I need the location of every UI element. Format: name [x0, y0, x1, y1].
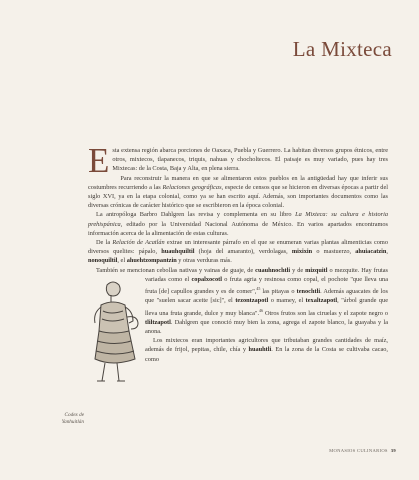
- page-title: La Mixteca: [292, 37, 392, 61]
- drop-cap: E: [88, 141, 110, 180]
- paragraph-1: Esta extensa región abarca porciones de Oaxaca, Puebla y Guerrero. La habitan diversos grupos étnicos, entre otros, mixtecos, tlapanecos, triquis, nahuas y chocholtecos. El paisaje es muy variado, pues hay tres Mixtecas: de la Costa, Baja y Alta, en plena sierra.: [88, 141, 388, 180]
- paragraph-3: La antropóloga Barbro Dahlgren las revisa y complementa en su libro La Mixteca: su cultura e historia prehispánica, editado por la Universidad Nacional Autónoma de México. En varios apartados encontramos información acerca de la alimentación de estas culturas.: [88, 211, 389, 237]
- page-footer: [329, 448, 396, 453]
- footer-section-label: MONASIOS CULINARIOS: [329, 448, 388, 453]
- article-body: [88, 141, 389, 391]
- page-number: 39: [390, 448, 396, 453]
- paragraph-2: Para reconstruir la manera en que se alimentaron estos pueblos en la antigüedad hay que inferir sus costumbres recurriendo a las Relaciones geográficas, especie de censos que se hicieron en diversas épocas a partir del siglo XVI, ya en la etapa colonial, como ya se han escrito aquí. Además, son importantes documentos como las diversas crónicas de carácter histórico que se escribieron en la época colonial.: [88, 174, 388, 210]
- figure-caption: Codex de Yanhuitlán: [61, 412, 84, 425]
- codex-illustration: [87, 277, 140, 391]
- paragraph-4: De la Relación de Acatlán extrae un interesante párrafo en el que se enumeran varias plantas alimenticias como diversos quelites: pápalo, huauhquiltil (hoja del amaranto), verdolagas, mixixin o mastuerzo, ahuiacatzin, nonoquiltil, el ahuehtzompantzin y otras verduras más.: [88, 239, 388, 265]
- paragraph-5: También se mencionan cebollas nativas y vainas de guaje, de cuauhnochtli y de mizquitl o mezquite. Hay frutas variadas como el copalxocotl o fruta agria y resinosa como copal, el pochote "que lleva una fruta [de] capullos grandes y es de comer",$^{45}$ las pitayas o tenochtli. Además aguacates de los que "suelen sacar aceite [sic]", el tezontzapotl o mamey, el texaltzapotl, "árbol grande que lleva una fruta grande, dulce y muy blanca".$^{46}$ Otros frutos son las ciruelas y el zapote negro o tliltzapotl. Dahlgren que conoció muy bien la zona, agrega el zapote blanco, la guayaba y la anona.: [88, 266, 388, 337]
- paragraph-6: Los mixtecos eran importantes agricultores que tributaban grandes cantidades de maíz, además de frijol, pepitas, chile, chía y huauhtli. En la zona de la Costa se cultivaba cacao, como: [145, 337, 388, 363]
